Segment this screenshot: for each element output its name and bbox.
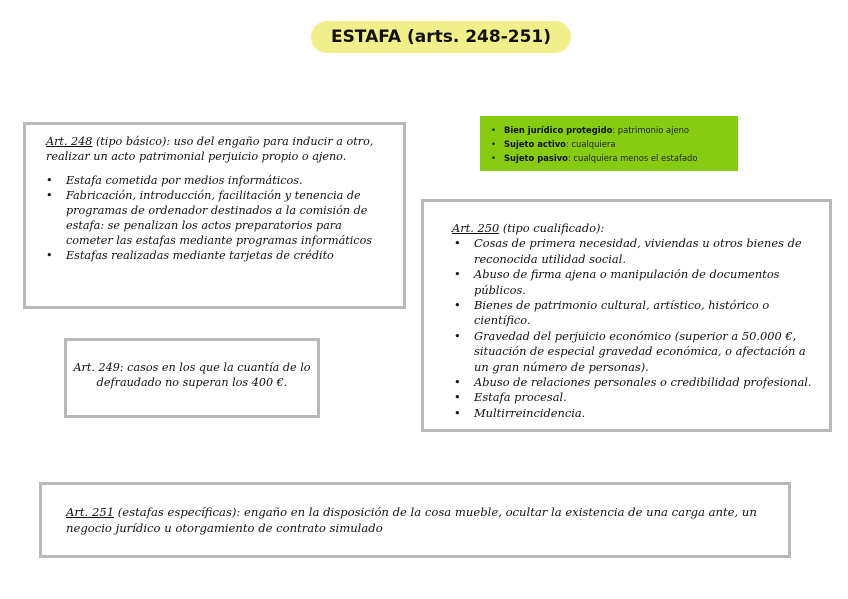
attribute-label: Sujeto pasivo [504, 153, 568, 163]
art-250-description: (tipo cualificado): [499, 221, 605, 235]
art-248-item: • Fabricación, introducción, facilitación y tenencia de programas de ordenador destinados a la comisión de estafa: se penalizan los actos preparatorios para cometer las estafas mediante programas informáticos [46, 188, 391, 248]
art-248-intro [46, 134, 391, 164]
art-250-item: • Multirreincidencia. [452, 406, 821, 421]
art-248-box [23, 122, 406, 309]
art-249-text: Art. 249: casos en los que la cuantía de lo defraudado no superan los 400 €. [73, 361, 311, 389]
art-251-text: (estafas específicas): engaño en la disposición de la cosa mueble, ocultar la existencia de una carga ante, un negocio jurídico u otorgamiento de contrato simulado [66, 505, 757, 535]
art-250-item: • Cosas de primera necesidad, viviendas u otros bienes de reconocida utilidad social. [452, 236, 821, 267]
art-248-ref: Art. 248 [46, 135, 93, 148]
art-250-item: • Abuso de relaciones personales o credibilidad profesional. [452, 375, 821, 390]
legal-attribute-item [487, 137, 738, 151]
art-251-box [39, 482, 791, 558]
art-250-box [421, 199, 832, 432]
art-250-list [452, 236, 821, 421]
legal-attributes-box [480, 116, 738, 171]
legal-attribute-item [487, 151, 738, 165]
art-249-box [64, 338, 320, 418]
attribute-value: : cualquiera menos el estafado [567, 153, 698, 163]
legal-attributes-list [487, 123, 738, 165]
attribute-value: : patrimonio ajeno [612, 125, 690, 135]
legal-attribute-item [487, 123, 738, 137]
art-250-item: • Estafa procesal. [452, 390, 821, 405]
art-250-item: • Gravedad del perjuicio económico (superior a 50.000 €, situación de especial gravedad económica, o afectación a un gran número de personas). [452, 329, 821, 375]
art-248-item: • Estafa cometida por medios informáticos. [46, 173, 391, 188]
art-248-list [46, 173, 391, 263]
art-250-intro [452, 221, 821, 236]
art-248-item: • Estafas realizadas mediante tarjetas de crédito [46, 248, 391, 263]
art-248-description: (tipo básico): uso del engaño para inducir a otro, realizar un acto patrimonial perjuicio propio o ajeno. [46, 135, 374, 163]
art-250-item: • Bienes de patrimonio cultural, artístico, histórico o científico. [452, 298, 821, 329]
attribute-label: Sujeto activo [504, 139, 566, 149]
art-250-ref: Art. 250 [452, 221, 500, 235]
diagram-title: ESTAFA (arts. 248-251) [311, 21, 571, 53]
art-251-ref: Art. 251 [66, 505, 115, 519]
attribute-label: Bien jurídico protegido [504, 125, 613, 135]
art-250-item: • Abuso de firma ajena o manipulación de documentos públicos. [452, 267, 821, 298]
attribute-value: : cualquiera [565, 139, 616, 149]
